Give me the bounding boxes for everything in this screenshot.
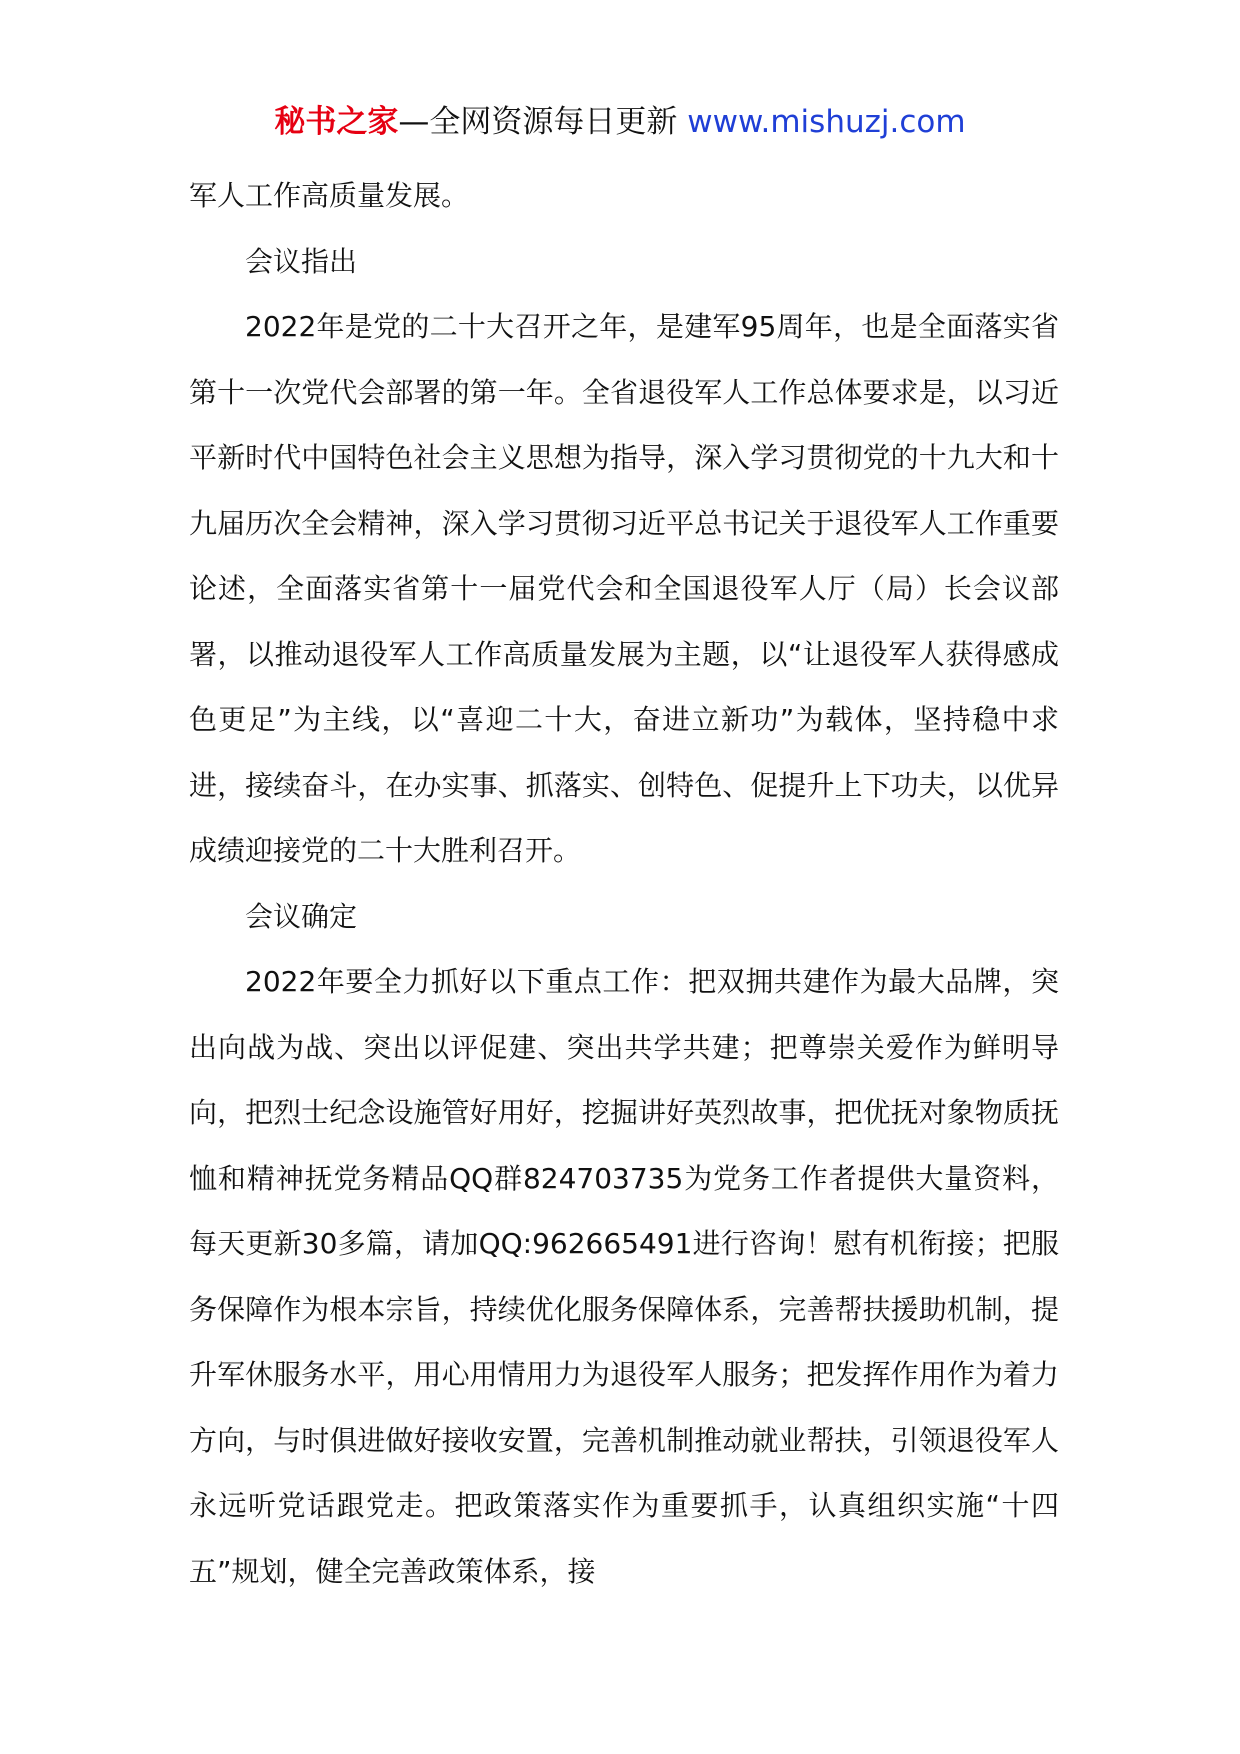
page-header [0,100,1240,144]
paragraph-general-requirements: 2022年是党的二十大召开之年，是建军95周年，也是全面落实省第十一次党代会部署的第一年。全省退役军人工作总体要求是，以习近平新时代中国特色社会主义思想为指导，深入学习贯彻党的十九大和十九届历次全会精神，深入学习贯彻习近平总书记关于退役军人工作重要论述，全面落实省第十一届党代会和全国退役军人厅（局）长会议部署，以推动退役军人工作高质量发展为主题，以“让退役军人获得感成色更足”为主线，以“喜迎二十大，奋进立新功”为载体，坚持稳中求进，接续奋斗，在办实事、抓落实、创特色、促提升上下功夫，以优异成绩迎接党的二十大胜利召开。 [189,310,1059,867]
paragraph-continuation: 军人工作高质量发展。 [189,179,470,212]
document-body [189,163,1059,1604]
site-brand: 秘书之家 [274,104,399,140]
section-heading-meeting-decisions: 会议确定 [245,899,358,933]
section-heading-meeting-notes: 会议指出 [245,244,358,278]
paragraph-key-tasks: 2022年要全力抓好以下重点工作：把双拥共建作为最大品牌，突出向战为战、突出以评促建、突出共学共建；把尊崇关爱作为鲜明导向，把烈士纪念设施管好用好，挖掘讲好英烈故事，把优抚对象物质抚恤和精神抚党务精品QQ群824703735为党务工作者提供大量资料，每天更新30多篇，请加QQ:962665491进行咨询！慰有机衔接；把服务保障作为根本宗旨，持续优化服务保障体系，完善帮扶援助机制，提升军休服务水平，用心用情用力为退役军人服务；把发挥作用作为着力方向，与时俱进做好接收安置，完善机制推动就业帮扶，引领退役军人永远听党话跟党走。把政策落实作为重要抓手，认真组织实施“十四五”规划，健全完善政策体系，接 [189,965,1059,1588]
site-url-link[interactable]: www.mishuzj.com [687,104,966,140]
site-tagline: —全网资源每日更新 [398,104,678,140]
